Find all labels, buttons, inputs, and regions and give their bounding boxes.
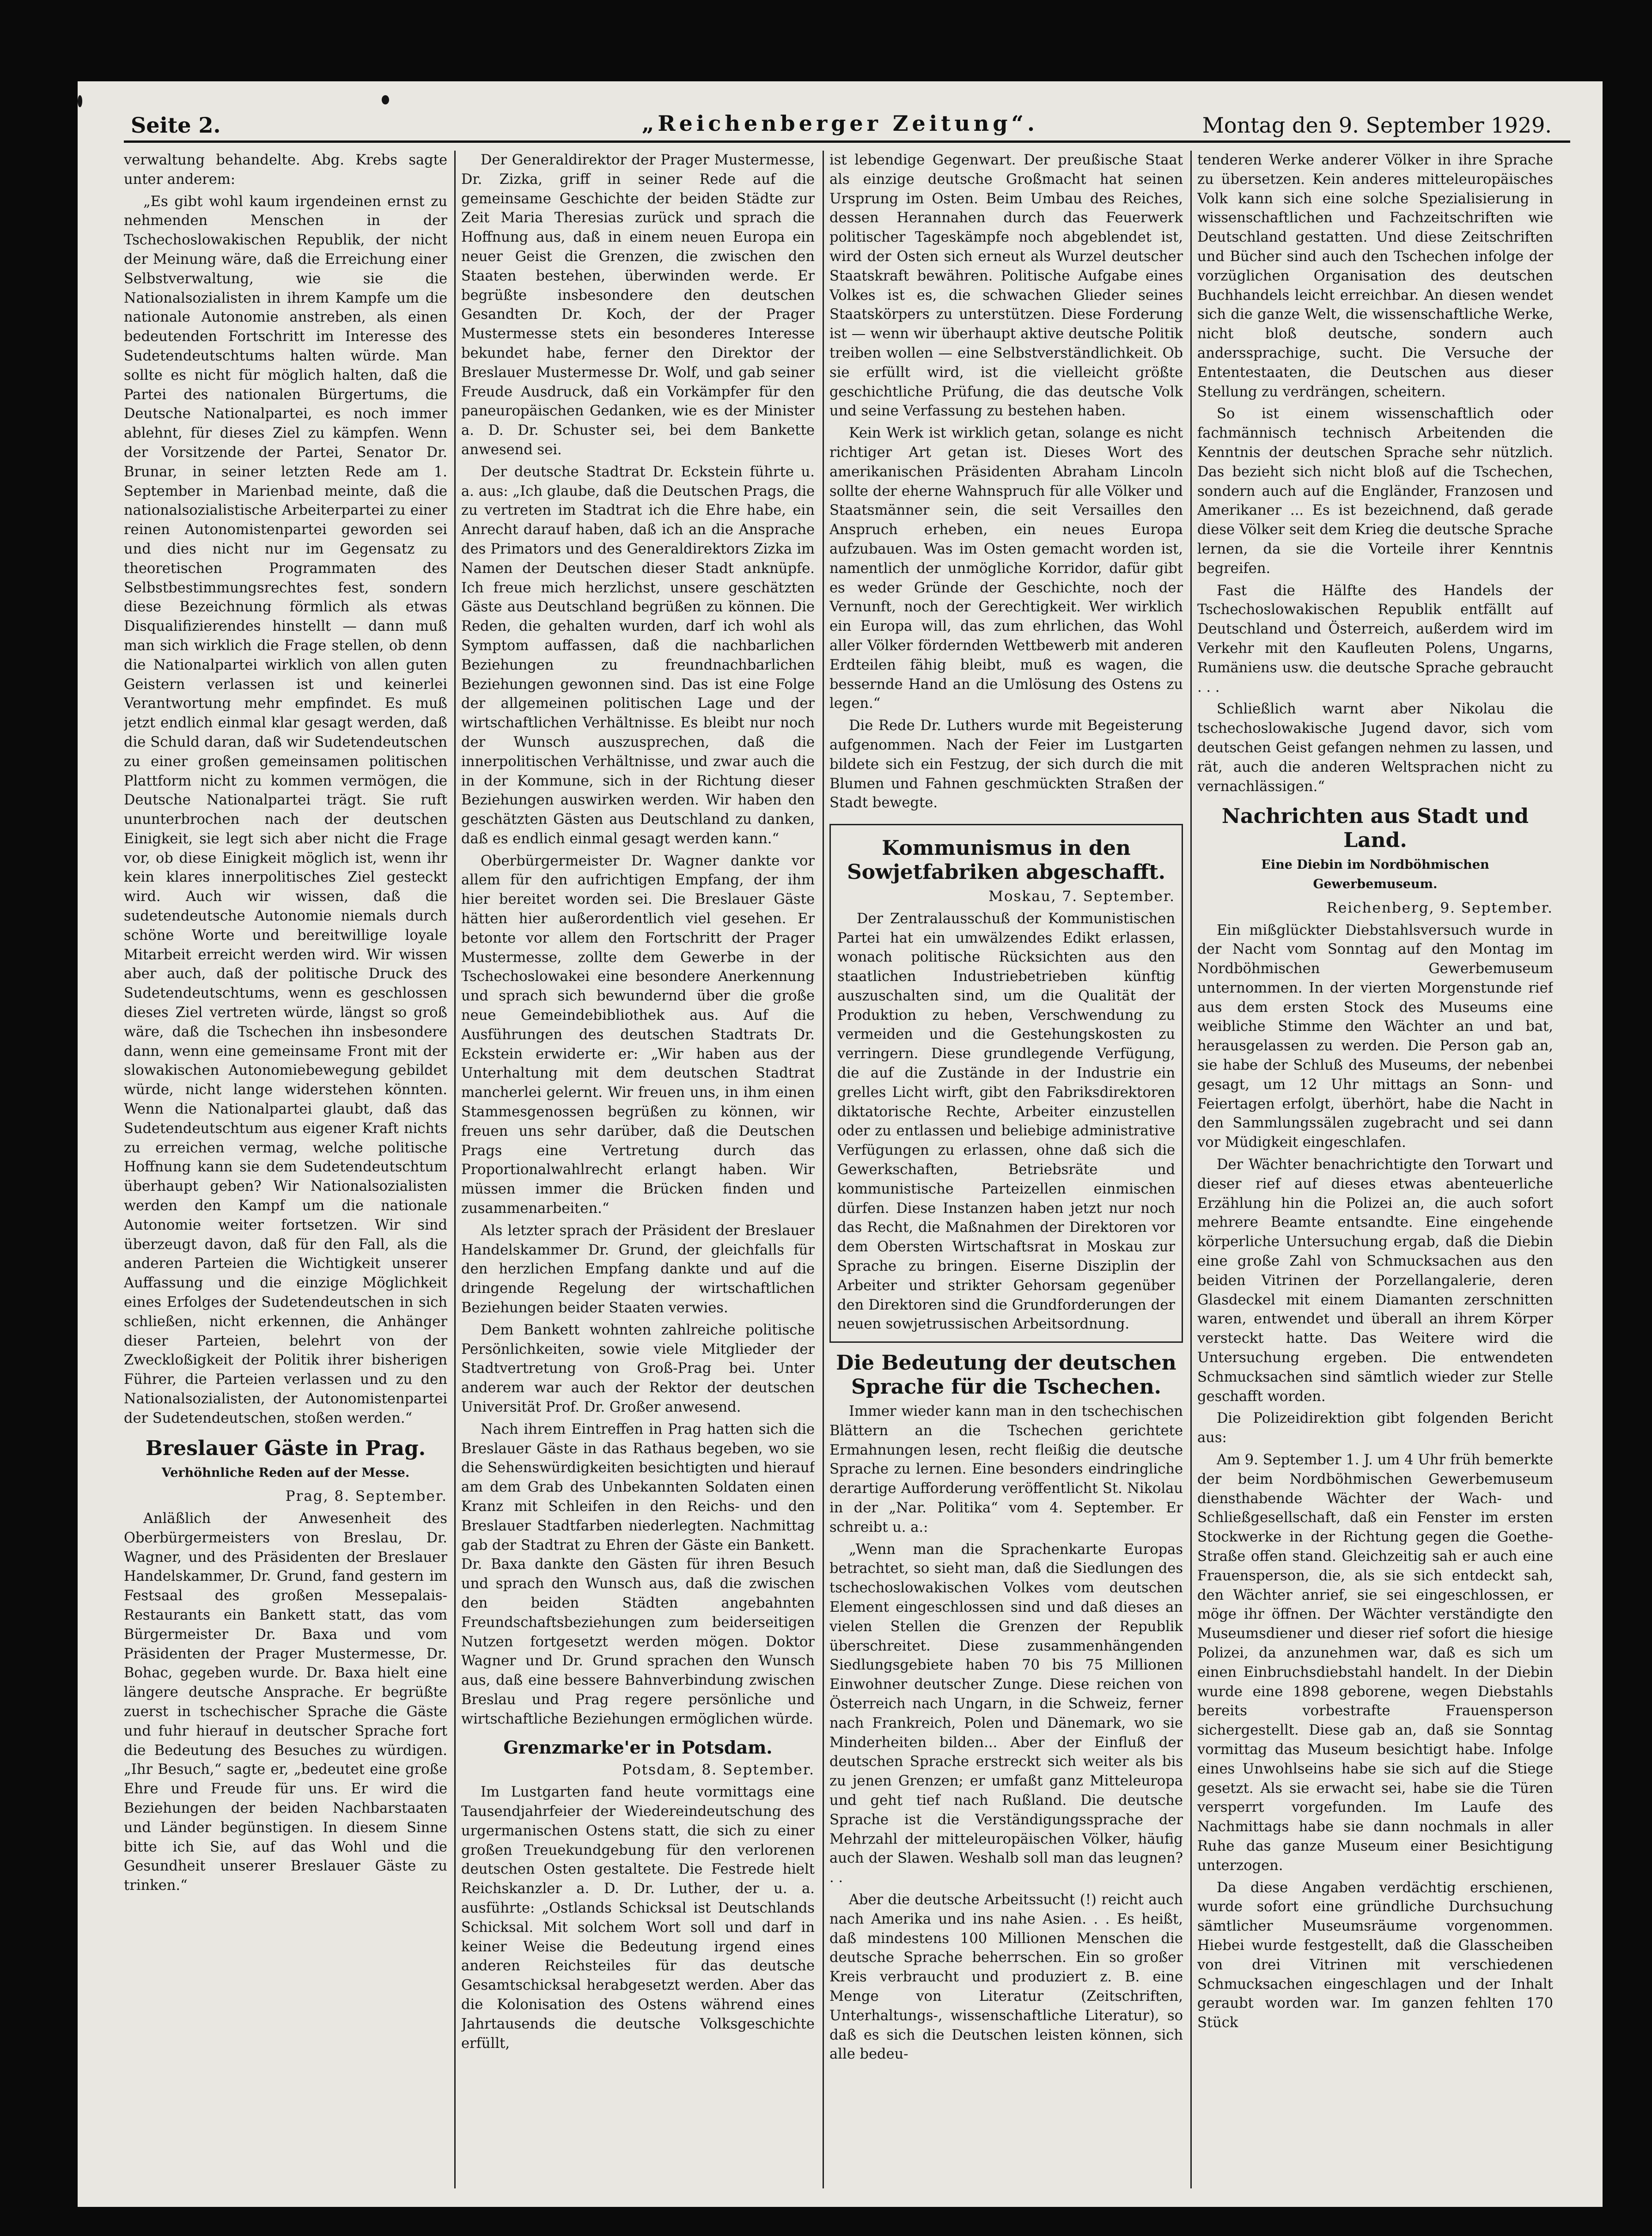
paragraph: Der Wächter benachrichtigte den Torwart und dieser rief auf dieses etwas abenteuerliche Erzählung hin die Polizei an, die auch sofort mehrere Beamte entsandte. Eine eingehende körperliche Untersuchung ergab, daß die Diebin eine große Zahl von Schmucksachen aus den beiden Vitrinen der Porzellangalerie, deren Glasdeckel mit einem Diamanten zerschnitten waren, entwendet und überall an ihrem Körper versteckt hatte. Das Weitere wird die Untersuchung ergeben. Die entwendeten Schmucksachen sind sämtlich wieder zur Stelle geschafft worden. bbox=[1197, 1157, 1553, 1405]
page-speck bbox=[382, 95, 389, 104]
paragraph: Immer wieder kann man in den tschechischen Blättern an die Tschechen gerichtete Ermahnungen lesen, recht fleißig die deutsche Sprache zu lernen. Eine besonders eindringliche derartige Aufforderung veröffentlicht St. Nikolau in der „Nar. Politika“ vom 4. September. Er schreibt u. a.: bbox=[829, 1403, 1183, 1535]
paragraph: So ist einem wissenschaftlich oder fachmännisch technisch Arbeitenden die Kenntnis der deutschen Sprache sehr nützlich. Das bezieht sich nicht bloß auf die Tschechen, sondern auch auf die Engländer, Franzosen und Amerikaner ... Es ist bezeichnend, daß gerade diese Völker seit dem Krieg die deutsche Sprache lernen, da sie die Vorteile ihrer Kenntnis begreifen. bbox=[1197, 406, 1553, 577]
page-speck bbox=[78, 95, 82, 107]
headline-kommunismus: Kommunismus in den Sowjetfabriken abgeschafft. bbox=[847, 836, 1165, 884]
dateline-potsdam: Potsdam, 8. September. bbox=[622, 1761, 815, 1779]
paragraph: Kein Werk ist wirklich getan, solange es nicht richtiger Art getan ist. Dieses Wort des amerikanischen Präsidenten Abraham Lincoln sollte der eherne Wahnspruch für alle Völker und Staatsmänner sein, die seit Versailles den Anspruch erheben, ein neues Europa aufzubauen. Was im Osten gemacht worden ist, namentlich der unmögliche Korridor, dafür gibt es weder Gründe der Geschichte, noch der Vernunft, noch der Gerechtigkeit. Wer wirklich ein Europa will, das zum ehrlichen, das Wohl aller Völker fördernden Wettbewerb mit anderen Erdteilen fähig bleibt, muß es wagen, die bessernde Hand an die Umlösung des Ostens zu legen.“ bbox=[829, 425, 1183, 712]
paragraph: „Wenn man die Sprachenkarte Europas betrachtet, so sieht man, daß die Siedlungen des tschechoslowakischen Volkes vom deutschen Element eingeschlossen sind und daß dieses an vielen Stellen die Grenzen der Republik überschreitet. Diese zusammenhängenden Siedlungsgebiete haben 70 bis 75 Millionen Einwohner deutscher Zunge. Diese reichen von Österreich nach Ungarn, in die Schweiz, ferner nach Frankreich, Polen und Dänemark, wo sie Minderheiten bilden... Aber der Einfluß der deutschen Sprache erstreckt sich weiter als bis zu jenen Grenzen; er umfaßt ganz Mitteleuropa und geht tief nach Rußland. Die deutsche Sprache ist die Verständigungssprache der Mehrzahl der mitteleuropäischen Völker, häufig auch der Slawen. Weshalb soll man das leugnen? . . bbox=[829, 1541, 1183, 1886]
paragraph: Fast die Hälfte des Handels der Tschechoslowakischen Republik entfällt auf Deutschland und Österreich, außerdem wird im Verkehr mit den Kaufleuten Polens, Ungarns, Rumäniens usw. die deutsche Sprache gebraucht . . . bbox=[1197, 582, 1553, 695]
column-4 bbox=[1197, 151, 1553, 2198]
dateline-reichenberg: Reichenberg, 9. September. bbox=[1326, 899, 1553, 916]
subheadline-breslau: Verhöhnliche Reden auf der Messe. bbox=[161, 1465, 410, 1480]
paragraph: Ein mißglückter Diebstahlsversuch wurde in der Nacht vom Sonntag auf den Montag im Nordböhmischen Gewerbemuseum unternommen. In der vierten Morgenstunde rief aus dem ersten Stock des Museums eine weibliche Stimme den Wächter an und bat, herausgelassen zu werden. Die Person gab an, sie habe der Schluß des Museums, der nebenbei gesagt, um 12 Uhr mittags an Sonn- und Feiertagen erfolgt, überhört, habe die Nacht in den Sammlungssälen zugebracht und sei dann vor Müdigkeit eingeschlafen. bbox=[1197, 922, 1553, 1151]
paragraph: Der deutsche Stadtrat Dr. Eckstein führte u. a. aus: „Ich glaube, daß die Deutschen Prags, die zu vertreten im Stadtrat ich die Ehre habe, ein Anrecht darauf haben, daß ich an die Ansprache des Primators und des Generaldirektors Zizka im Namen der Deutschen dieser Stadt anknüpfe. Ich freue mich herzlichst, unsere geschätzten Gäste aus Deutschland begrüßen zu können. Die Reden, die gehalten wurden, darf ich wohl als Symptom auffassen, daß die nachbarlichen Beziehungen zu freundnachbarlichen Beziehungen gewonnen sind. Das ist eine Folge der allgemeinen politischen Lage und der wirtschaftlichen Verhältnisse. Es bleibt nur noch der Wunsch auszusprechen, daß die innerpolitischen Verhältnisse, und zwar auch die in der Kommune, sich in der Richtung dieser Beziehungen auswirken werden. Wir haben den geschätzten Gästen aus Deutschland zu danken, daß es endlich einmal gesagt werden kann.“ bbox=[461, 463, 815, 847]
subheadline-diebin: Eine Diebin im Nordböhmischen Gewerbemuseum. bbox=[1261, 858, 1489, 891]
paragraph: Anläßlich der Anwesenheit des Oberbürgermeisters von Breslau, Dr. Wagner, und des Präsidenten der Breslauer Handelskammer, Dr. Grund, fand gestern im Festsaal des großen Messepalais-Restaurants ein Bankett statt, das vom Bürgermeister Dr. Baxa und vom Präsidenten der Prager Mustermesse, Dr. Bohac, gegeben wurde. Dr. Baxa hielt eine längere deutsche Ansprache. Er begrüßte zuerst in tschechischer Sprache die Gäste und fuhr hierauf in deutscher Sprache fort die Bedeutung des Besuches zu würdigen. „Ihr Besuch,“ sagte er, „bedeutet eine große Ehre und Freude für uns. Er wird die Beziehungen der beiden Nachbarstaaten und Länder begünstigen. In diesem Sinne bitte ich Sie, auf das Wohl und die Gesundheit unserer Breslauer Gäste zu trinken.“ bbox=[124, 1511, 447, 1894]
paragraph: ist lebendige Gegenwart. Der preußische Staat als einzige deutsche Großmacht hat seinen Ursprung im Osten. Beim Umbau des Reiches, dessen Herannahen durch das Feuerwerk politischer Tageskämpfe noch abgeblendet ist, wird der Osten sich erneut als Wurzel deutscher Staatskraft bewähren. Politische Aufgabe eines Volkes ist es, die schwachen Glieder seines Staatskörpers zu unterstützen. Diese Forderung ist — wenn wir überhaupt aktive deutsche Politik treiben wollen — eine Selbstverständlichkeit. Ob sie erfüllt wird, ist die vielleicht größte geschichtliche Prüfung, die das deutsche Volk und seine Verfassung zu bestehen haben. bbox=[829, 152, 1183, 420]
dateline-moskau: Moskau, 7. September. bbox=[988, 888, 1175, 905]
dateline-breslau: Prag, 8. September. bbox=[285, 1488, 447, 1505]
paragraph: Dem Bankett wohnten zahlreiche politische Persönlichkeiten, sowie viele Mitglieder der Stadtvertretung von Groß-Prag bei. Unter anderem war auch der Rektor der deutschen Universität Prof. Dr. Großer anwesend. bbox=[461, 1322, 815, 1415]
paragraph: Der Zentralausschuß der Kommunistischen Partei hat ein umwälzendes Edikt erlassen, wonach politische Rücksichten aus den staatlichen Industriebetrieben künftig auszuschalten sind, um die Qualität der Produktion zu heben, Verschwendung zu vermeiden und die Gestehungskosten zu verringern. Diese grundlegende Verfügung, die auf die Zustände in der Industrie ein grelles Licht wirft, gibt den Fabriksdirektoren diktatorische Rechte, Arbeiter einzustellen oder zu entlassen und beliebige administrative Verfügungen zu erlassen, ohne daß sich die Gewerkschaften, Betriebsräte und kommunistische Parteizellen einmischen dürfen. Diese Instanzen haben jetzt nur noch das Recht, die Maßnahmen der Direktoren vor dem Obersten Wirtschaftsrat in Moskau zur Sprache zu bringen. Eiserne Disziplin der Arbeiter und strikter Gehorsam gegenüber den Direktoren sind die Grundforderungen der neuen sowjetrussischen Arbeitsordnung. bbox=[837, 910, 1175, 1333]
masthead: „Reichenberger Zeitung“. bbox=[641, 111, 1039, 136]
paragraph: Aber die deutsche Arbeitssucht (!) reicht auch nach Amerika und ins nahe Asien. . . Es heißt, daß mindestens 100 Millionen Menschen die deutsche Sprache beherrschen. Ein so großer Kreis verbraucht und produziert z. B. eine Menge von Literatur (Zeitschriften, Unterhaltungs-, wissenschaftliche Literatur), so daß es sich die Deutschen leisten können, sich alle bedeu- bbox=[829, 1891, 1183, 2063]
paragraph: Oberbürgermeister Dr. Wagner dankte vor allem für den aufrichtigen Empfang, der ihm hier bereitet worden sei. Die Breslauer Gäste hätten hier außerordentlich viel gesehen. Er betonte vor allem den Fortschritt der Prager Mustermesse, zollte dem Gewerbe in der Tschechoslowakei eine besondere Anerkennung und sprach sich bewundernd über die große neue Gemeindebibliothek aus. Auf die Ausführungen des deutschen Stadtrats Dr. Eckstein erwiderte er: „Wir haben aus der Unterhaltung mit dem deutschen Stadtrat mancherlei gelernt. Wir freuen uns, in ihm einen Stammesgenossen begrüßen zu können, wir freuen uns sehr darüber, daß die Deutschen Prags eine Vertretung durch das Proportionalwahlrecht erlangt haben. Wir müssen immer die Brücken finden und zusammenarbeiten.“ bbox=[461, 853, 815, 1217]
paragraph: Da diese Angaben verdächtig erschienen, wurde sofort eine gründliche Durchsuchung sämtlicher Museumsräume vorgenommen. Hiebei wurde festgestellt, daß die Glasscheiben von drei Vitrinen mit verschiedenen Schmucksachen eingeschlagen und der Inhalt geraubt worden war. Im ganzen fehlten 170 Stück bbox=[1197, 1879, 1553, 2031]
paragraph: verwaltung behandelte. Abg. Krebs sagte unter anderem: bbox=[124, 152, 447, 188]
column-1 bbox=[124, 151, 447, 2198]
issue-date: Montag den 9. September 1929. bbox=[1202, 113, 1552, 138]
column-3 bbox=[829, 151, 1183, 2198]
column-rule bbox=[823, 151, 824, 2188]
paragraph: „Es gibt wohl kaum irgendeinen ernst zu nehmenden Menschen in der Tschechoslowakischen Republik, der nicht der Meinung wäre, daß die Erreichung einer Selbstverwaltung, wie sie die Nationalsozialisten in ihrem Kampfe um die nationale Autonomie anstreben, als einen bedeutenden Fortschritt im Interesse des Sudetendeutschtums halten würde. Man sollte es nicht für möglich halten, daß die Partei des nationalen Bürgertums, die Deutsche Nationalpartei, es noch immer ablehnt, für dieses Ziel zu kämpfen. Wenn der Vorsitzende der Partei, Senator Dr. Brunar, in seiner letzten Rede am 1. September in Marienbad meinte, daß die nationalsozialistische Arbeiterpartei zu einer reinen Autonomistenpartei geworden sei und dies nicht nur im Gegensatz zu theoretischen Programmaten des Selbstbestimmungsrechtes fest, sondern diese Bezeichnung förmlich als etwas Disqualifizierendes hinstellt — dann muß man sich wirklich die Frage stellen, ob denn die Nationalpartei wirklich von allen guten Geistern verlassen ist und keinerlei Verantwortung mehr empfindet. Es muß jetzt endlich einmal klar gesagt werden, daß die Schuld daran, daß wir Sudetendeutschen zu einer großen gemeinsamen politischen Plattform nicht zu kommen vermögen, die Deutsche Nationalpartei trägt. Sie ruft ununterbrochen nach der deutschen Einigkeit, sie legt sich aber nicht die Frage vor, ob diese Einigkeit möglich ist, wenn ihr kein klares innerpolitisches Ziel gesteckt wird. Auch wir wissen, daß die sudetendeutsche Autonomie niemals durch schöne Worte und bereitwillige loyale Mitarbeit erreicht werden wird. Wir wissen aber auch, daß der politische Druck des Sudetendeutschtums, wenn es geschlossen dieses Ziel vertreten würde, längst so groß wäre, daß die Tschechen ihn insbesondere dann, wenn eine gemeinsame Front mit der slowakischen Autonomiebewegung gebildet würde, nicht lange widerstehen könnten. Wenn die Nationalpartei glaubt, daß das Sudetendeutschtum aus eigener Kraft nichts zu erreichen vermag, welche politische Hoffnung kann sie dem Sudetendeutschtum überhaupt geben? Wir Nationalsozialisten werden den Kampf um die nationale Autonomie weiter fortsetzen. Wir sind überzeugt davon, daß für den Fall, als die anderen Parteien die Wichtigkeit unserer Auffassung und die einzige Möglichkeit eines Erfolges der Sudetendeutschen in sich schließen, nicht erkennen, die Anhänger dieser Parteien, belehrt von der Zweckloßigkeit der Politik ihrer bisherigen Führer, die Parteien verlassen und zu den Nationalsozialisten, der Autonomistenpartei der Sudetendeutschen, stoßen werden.“ bbox=[124, 193, 447, 1426]
newspaper-page bbox=[78, 81, 1603, 2207]
paragraph: Nach ihrem Eintreffen in Prag hatten sich die Breslauer Gäste in das Rathaus begeben, wo sie die Sehenswürdigkeiten besichtigten und hierauf am dem Grab des Unbekannten Soldaten einen Kranz mit Schleifen in den Reichs- und den Breslauer Stadtfarben niederlegten. Nachmittag gab der Stadtrat zu Ehren der Gäste ein Bankett. Dr. Baxa dankte den Gästen für ihren Besuch und sprach den Wunsch aus, daß die zwischen den beiden Städten angebahnten Freundschaftsbeziehungen zum beiderseitigen Nutzen fortgesetzt werden mögen. Doktor Wagner und Dr. Grund sprachen den Wunsch aus, daß eine bessere Bahnverbindung zwischen Breslau und Prag regere persönliche und wirtschaftliche Beziehungen ermöglichen würde. bbox=[461, 1421, 815, 1727]
headline-breslau: Breslauer Gäste in Prag. bbox=[145, 1436, 426, 1460]
paragraph: Die Rede Dr. Luthers wurde mit Begeisterung aufgenommen. Nach der Feier im Lustgarten bildete sich ein Festzug, der sich durch die mit Blumen und Fahnen geschmückten Straßen der Stadt bewegte. bbox=[829, 718, 1183, 811]
column-2 bbox=[461, 151, 815, 2198]
column-rule bbox=[454, 151, 456, 2188]
paragraph: Der Generaldirektor der Prager Mustermesse, Dr. Zizka, griff in seiner Rede auf die gemeinsame Geschichte der beiden Städte zur Zeit Maria Theresias zurück und sprach die Hoffnung aus, daß in einem neuen Europa ein neuer Geist die Grenzen, die zwischen den Staaten bestehen, überwinden werde. Er begrüßte insbesondere den deutschen Gesandten Dr. Koch, der der Prager Mustermesse stets ein besonderes Interesse bekundet habe, ferner den Direktor der Breslauer Mustermesse Dr. Wolf, und gab seiner Freude Ausdruck, daß ein Vorkämpfer für den paneuropäischen Gedanken, wie es der Minister a. D. Dr. Schuster sei, bei dem Bankette anwesend sei. bbox=[461, 152, 815, 458]
boxed-article-kommunismus bbox=[829, 824, 1183, 1343]
headline-grenzmark: Grenzmarke'er in Potsdam. bbox=[503, 1736, 773, 1758]
headline-bedeutung: Die Bedeutung der deutschen Sprache für die Tschechen. bbox=[836, 1351, 1177, 1399]
paragraph: Am 9. September 1. J. um 4 Uhr früh bemerkte der beim Nordböhmischen Gewerbemuseum diensthabende Wächter der Wach- und Schließgesellschaft, daß ein Fenster im ersten Stockwerke in der Richtung gegen die Goethe-Straße offen stand. Gleichzeitig sah er auch eine Frauensperson, die, als sie sich entdeckt sah, den Wächter anrief, sie sei eingeschlossen, er möge ihr öffnen. Der Wächter verständigte den Museumsdiener und dieser rief sofort die hiesige Polizei, da anzunehmen war, daß es sich um einen Einbruchsdiebstahl handelt. In der Diebin wurde eine 1898 geborene, wegen Diebstahls bereits vorbestrafte Frauensperson sichergestellt. Diese gab an, daß sie Sonntag vormittag das Museum besichtigt habe. Infolge eines Unwohlseins habe sie sich auf die Stiege gesetzt. Als sie erwacht sei, habe sie die Türen versperrt vorgefunden. Im Laufe des Nachmittags habe sie dann nochmals in aller Ruhe das ganze Museum einer Besichtigung unterzogen. bbox=[1197, 1452, 1553, 1874]
headline-nachrichten: Nachrichten aus Stadt und Land. bbox=[1221, 804, 1529, 853]
paragraph: Im Lustgarten fand heute vormittags eine Tausendjahrfeier der Wiedereindeutschung des urgermanischen Ostens statt, die sich zu einer großen Treuekundgebung für den verlorenen deutschen Osten gestaltete. Die Festrede hielt Reichskanzler a. D. Dr. Luther, der u. a. ausführte: „Ostlands Schicksal ist Deutschlands Schicksal. Mit solchem Wort soll und darf in keiner Weise die Bedeutung irgend eines anderen Reichsteiles für das deutsche Gesamtschicksal herabgesetzt werden. Aber das die Kolonisation des Ostens während eines Jahrtausends die deutsche Volksgeschichte erfüllt, bbox=[461, 1784, 815, 2052]
paragraph: Als letzter sprach der Präsident der Breslauer Handelskammer Dr. Grund, der gleichfalls für den herzlichen Empfang dankte und auf die dringende Regelung der wirtschaftlichen Beziehungen beider Staaten verwies. bbox=[461, 1222, 815, 1316]
header-rule bbox=[124, 140, 1570, 143]
paragraph: tenderen Werke anderer Völker in ihre Sprache zu übersetzen. Kein anderes mitteleuropäisches Volk kann sich eine solche Spezialisierung in wissenschaftlichen und Fachzeitschriften wie Deutschland gestatten. Und diese Zeitschriften und Bücher sind auch den Tschechen infolge der vorzüglichen Organisation des deutschen Buchhandels leicht erreichbar. An diesen wendet sich die ganze Welt, die wissenschaftliche Werke, nicht bloß deutsche, sondern auch anderssprachige, sucht. Die Versuche der Ententestaaten, die Deutschen aus dieser Stellung zu verdrängen, scheitern. bbox=[1197, 152, 1553, 400]
paragraph: Schließlich warnt aber Nikolau die tschechoslowakische Jugend davor, sich vom deutschen Geist gefangen nehmen zu lassen, und rät, auch die anderen Weltsprachen nicht zu vernachlässigen.“ bbox=[1197, 701, 1553, 795]
column-rule bbox=[1190, 151, 1192, 2188]
paragraph: Die Polizeidirektion gibt folgenden Bericht aus: bbox=[1197, 1410, 1553, 1446]
page-number: Seite 2. bbox=[131, 113, 221, 138]
